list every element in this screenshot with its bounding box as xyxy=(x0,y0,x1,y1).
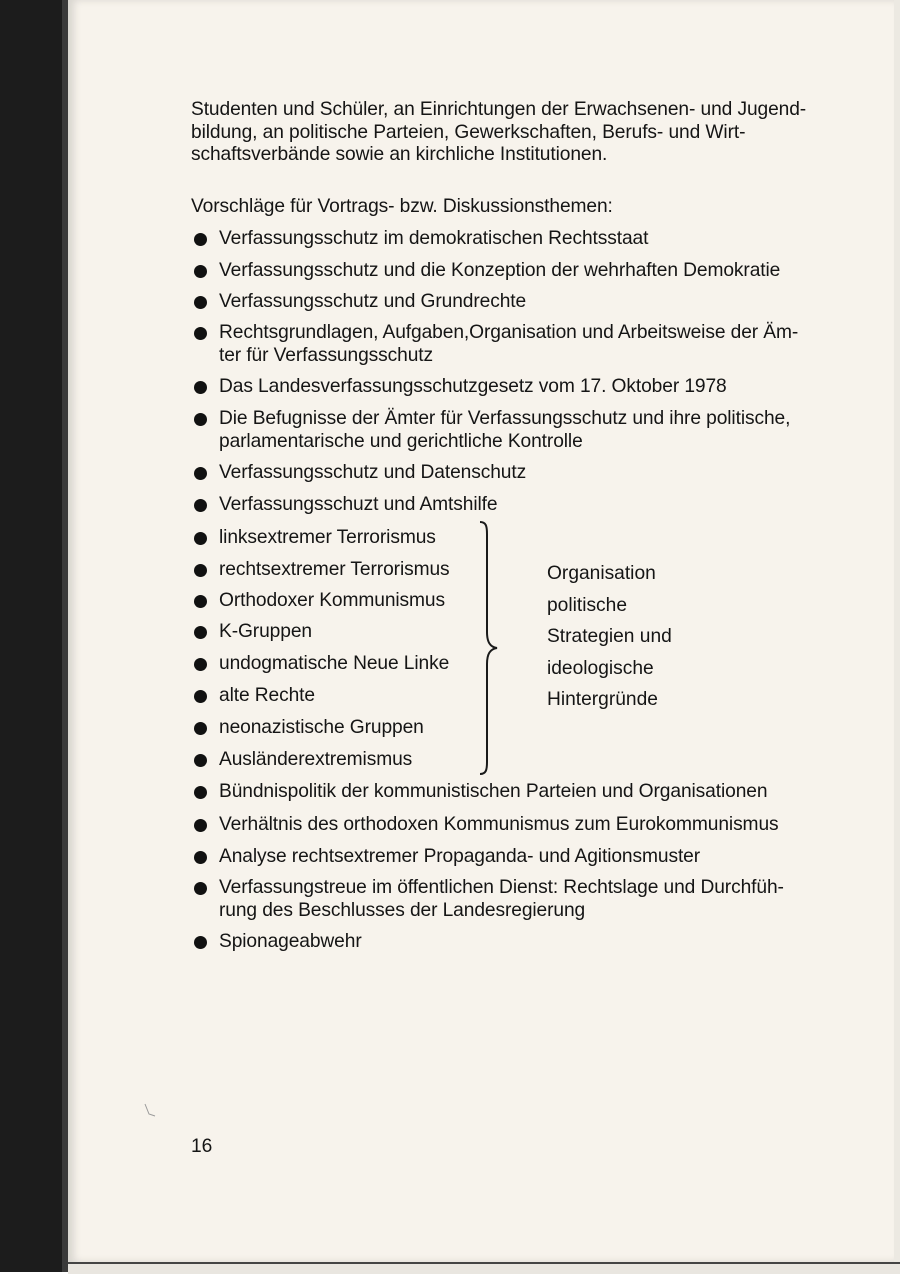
intro-paragraph xyxy=(191,99,847,167)
list-item-text: Verfassungsschutz und Datenschutz xyxy=(219,462,527,483)
list-item-text: Verfassungsschutz und die Konzeption der wehrhaften Demokratie xyxy=(219,260,781,281)
list-item-text: Bündnispolitik der kommunistischen Parteien und Organisationen xyxy=(219,781,768,802)
list-item-text: neonazistische Gruppen xyxy=(219,717,424,738)
topics-heading: Vorschläge für Vortrags- bzw. Diskussionsthemen: xyxy=(191,196,613,217)
list-item-text: Rechtsgrundlagen, Aufgaben,Organisation und Arbeitsweise der Äm- xyxy=(219,322,799,343)
bullet-icon xyxy=(194,499,207,512)
bullet-icon xyxy=(194,658,207,671)
bullet-icon xyxy=(194,233,207,246)
list-item-text: Verfassungstreue im öffentlichen Dienst: Rechtslage und Durchfüh- xyxy=(219,877,784,898)
intro-line-3: schaftsverbände sowie an kirchliche Institutionen. xyxy=(191,144,608,165)
bullet-icon xyxy=(194,265,207,278)
list-item-text: Das Landesverfassungsschutzgesetz vom 17. Oktober 1978 xyxy=(219,376,727,397)
pencil-mark-icon xyxy=(143,1102,157,1118)
list-item-text-continued: parlamentarische und gerichtliche Kontrolle xyxy=(219,430,583,452)
page-right-edge xyxy=(894,0,900,1262)
brace-side-note xyxy=(547,558,672,716)
list-item-text: rechtsextremer Terrorismus xyxy=(219,559,450,580)
bullet-icon xyxy=(194,819,207,832)
side-note-line: Hintergründe xyxy=(547,689,658,710)
list-item-text: Verfassungsschuzt und Amtshilfe xyxy=(219,494,498,515)
list-item-text: Verfassungsschutz im demokratischen Rechtsstaat xyxy=(219,228,649,249)
list-item-text: alte Rechte xyxy=(219,685,315,706)
bullet-icon xyxy=(194,327,207,340)
bullet-icon xyxy=(194,936,207,949)
bullet-icon xyxy=(194,381,207,394)
page-number: 16 xyxy=(191,1136,213,1157)
bullet-icon xyxy=(194,564,207,577)
list-item-text: linksextremer Terrorismus xyxy=(219,527,436,548)
bullet-icon xyxy=(194,626,207,639)
list-item-text: Verhältnis des orthodoxen Kommunismus zum Eurokommunismus xyxy=(219,814,779,835)
list-item-text: K-Gruppen xyxy=(219,621,312,642)
side-note-line: Strategien und xyxy=(547,626,672,647)
list-item-text: Spionageabwehr xyxy=(219,931,362,952)
list-item-text: undogmatische Neue Linke xyxy=(219,653,450,674)
bullet-icon xyxy=(194,851,207,864)
list-item-text: Verfassungsschutz und Grundrechte xyxy=(219,291,527,312)
bullet-icon xyxy=(194,413,207,426)
bullet-icon xyxy=(194,690,207,703)
bullet-icon xyxy=(194,754,207,767)
side-note-line: Organisation xyxy=(547,563,656,584)
bullet-icon xyxy=(194,467,207,480)
list-item-text-continued: rung des Beschlusses der Landesregierung xyxy=(219,899,586,921)
list-item-text: Ausländerextremismus xyxy=(219,749,413,770)
bullet-icon xyxy=(194,882,207,895)
list-item-text-continued: ter für Verfassungsschutz xyxy=(219,344,433,366)
bullet-icon xyxy=(194,786,207,799)
book-binding xyxy=(0,0,68,1272)
bullet-icon xyxy=(194,296,207,309)
list-item-text: Orthodoxer Kommunismus xyxy=(219,590,445,611)
bullet-icon xyxy=(194,532,207,545)
bullet-icon xyxy=(194,595,207,608)
right-brace-icon xyxy=(478,520,500,776)
bullet-icon xyxy=(194,722,207,735)
page-bottom-edge xyxy=(68,1262,900,1274)
side-note-line: ideologische xyxy=(547,657,654,679)
list-item-text: Analyse rechtsextremer Propaganda- und Agitionsmuster xyxy=(219,846,701,867)
intro-line-2: bildung, an politische Parteien, Gewerkschaften, Berufs- und Wirt- xyxy=(191,121,746,143)
intro-line-1: Studenten und Schüler, an Einrichtungen der Erwachsenen- und Jugend- xyxy=(191,99,807,120)
list-item-text: Die Befugnisse der Ämter für Verfassungsschutz und ihre politische, xyxy=(219,408,791,429)
side-note-line: politische xyxy=(547,594,627,616)
